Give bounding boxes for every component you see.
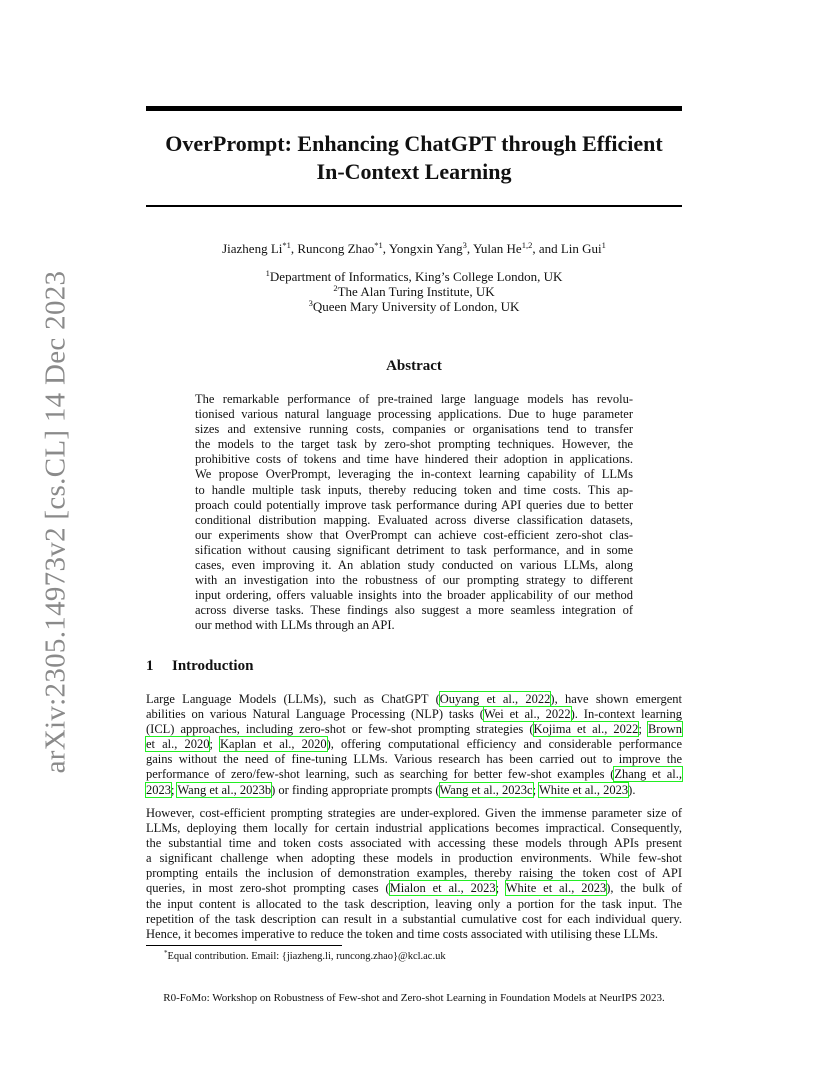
text-run: ), have shown emergent — [550, 692, 682, 706]
citation-link[interactable]: Brown — [647, 722, 682, 737]
text-run: (ICL) approaches, including zero-shot or few-shot prompting strategies ( — [146, 722, 534, 737]
affiliation-mark: 2 — [333, 283, 338, 293]
affiliation — [146, 284, 682, 299]
title-line-1: OverPrompt: Enhancing ChatGPT through Efficient — [165, 131, 663, 156]
author-name: Yongxin Yang — [388, 241, 463, 256]
citation-link[interactable]: Wang et al., 2023c — [439, 782, 533, 797]
text-line — [146, 752, 682, 767]
citation-link[interactable]: Mialon et al., 2023 — [389, 881, 496, 896]
abstract-line: tionised various natural language processing applications. Due to huge parameter — [195, 407, 633, 422]
citation-link[interactable]: Wang et al., 2023b — [177, 782, 272, 797]
text-line — [146, 692, 682, 707]
title-line-2: In-Context Learning — [316, 159, 512, 184]
author-separator: , — [466, 241, 473, 256]
text-line — [146, 821, 682, 836]
text-line — [146, 866, 682, 881]
text-run: ) or finding appropriate prompts ( — [271, 782, 440, 797]
text-run: ), the bulk of — [606, 881, 683, 896]
text-line — [146, 722, 682, 737]
affiliation — [146, 299, 682, 314]
author-affiliation-mark: 1,2 — [521, 240, 533, 250]
citation-link[interactable]: Wei et al., 2022 — [483, 707, 571, 722]
section-number: 1 — [146, 658, 154, 674]
citation-link[interactable]: White et al., 2023 — [505, 881, 607, 896]
text-line — [146, 783, 682, 798]
abstract-line: our experiments show that OverPrompt can achieve cost-efficient zero-shot clas- — [195, 527, 633, 542]
text-line — [146, 806, 682, 821]
author-affiliation-mark: 3 — [462, 240, 467, 250]
author-affiliation-mark: *1 — [282, 240, 291, 250]
text-run: abilities on various Natural Language Processing (NLP) tasks ( — [146, 707, 484, 722]
abstract-line: We propose OverPrompt, leveraging the in-context learning capability of LLMs — [195, 467, 633, 482]
author-name: Jiazheng Li — [222, 241, 283, 256]
text-run: ; — [638, 722, 648, 737]
abstract-line: the models to the target task by zero-shot prompting techniques. However, the — [195, 437, 633, 452]
abstract-line: input ordering, offers valuable insights into the broader applicability of our method — [195, 588, 633, 603]
abstract-line: cases, even improving it. An ablation study conducted on various LLMs, along — [195, 558, 633, 573]
citation-link[interactable]: White et al., 2023 — [538, 782, 629, 797]
footnote-mark: * — [164, 949, 168, 957]
arxiv-stamp: arXiv:2305.14973v2 [cs.CL] 14 Dec 2023 — [39, 270, 72, 774]
citation-link[interactable]: Kaplan et al., 2020 — [220, 737, 327, 752]
text-run: ), offering computational efficiency and considerable performance — [326, 737, 683, 752]
text-line — [146, 912, 682, 927]
abstract-line: to handle multiple task inputs, thereby reducing token and time costs. This ap- — [195, 482, 633, 497]
citation-link[interactable]: Ouyang et al., 2022 — [439, 692, 551, 706]
affiliation — [146, 269, 682, 284]
abstract-line: conditional distribution mapping. Evaluated across diverse classification datasets, — [195, 512, 633, 527]
author-separator: , — [382, 241, 389, 256]
intro-paragraph-1 — [146, 692, 682, 798]
text-line — [146, 881, 682, 896]
text-line — [146, 767, 682, 782]
text-line — [146, 836, 682, 851]
text-run: ). In-context learning — [570, 707, 682, 722]
text-run: prompting entails the inclusion of demonstration examples, thereby raising the token cost of API — [146, 866, 682, 881]
affiliation-text: Department of Informatics, King’s College London, UK — [269, 269, 563, 284]
text-run: the input content is allocated to the task description, leaving only a portion for the task input. The — [146, 896, 682, 911]
author-name: Runcong Zhao — [297, 241, 375, 256]
abstract-line: prohibitive costs of tokens and time have hindered their adoption in applications. — [195, 452, 633, 467]
abstract-line: sizes and extensive running costs, companies or organisations tend to transfer — [195, 422, 633, 437]
abstract-body — [195, 392, 633, 634]
author-affiliation-mark: *1 — [374, 240, 383, 250]
author-separator: , and — [532, 241, 561, 256]
text-run: LLMs, deploying them locally for certain industrial applications becomes impractical. Consequently, — [146, 821, 682, 836]
text-run: a significant challenge when adopting these models in production environments. While few-shot — [146, 851, 682, 866]
footnote — [164, 950, 446, 963]
abstract-line: sification without causing significant detriment to task performance, and in some — [195, 542, 633, 557]
section-title: Introduction — [172, 658, 254, 674]
author-name: Yulan He — [472, 241, 522, 256]
text-run: queries, in most zero-shot prompting cases ( — [146, 881, 390, 896]
intro-paragraph-2 — [146, 806, 682, 942]
section-heading — [146, 658, 682, 675]
citation-link[interactable]: Kojima et al., 2022 — [533, 722, 639, 737]
text-line — [146, 897, 682, 912]
text-run: gains without the need of fine-tuning LLMs. Various research has been carried out to improve the — [146, 752, 682, 767]
author-name: Lin Gui — [560, 241, 602, 256]
author-affiliation-mark: 1 — [601, 240, 606, 250]
text-run: However, cost-efficient prompting strategies are under-explored. Given the immense parameter size of — [146, 806, 682, 820]
text-line — [146, 851, 682, 866]
text-line — [146, 927, 682, 942]
text-line — [146, 707, 682, 722]
affiliation-text: The Alan Turing Institute, UK — [337, 284, 495, 299]
author-list — [146, 241, 682, 257]
title-rule-bottom — [146, 205, 682, 207]
text-run: ). — [628, 782, 636, 797]
footnote-rule — [146, 945, 342, 946]
affiliation-text: Queen Mary University of London, UK — [312, 299, 520, 314]
affiliation-mark: 1 — [265, 268, 270, 278]
text-run: performance of zero/few-shot learning, such as searching for better few-shot examples ( — [146, 767, 615, 782]
venue-footer: R0-FoMo: Workshop on Robustness of Few-shot and Zero-shot Learning in Foundation Models at NeurIPS 2023. — [163, 992, 665, 1004]
footnote-text: Equal contribution. Email: {jiazheng.li, runcong.zhao}@kcl.ac.uk — [167, 951, 446, 962]
abstract-line: proach could potentially improve task performance during API queries due to better — [195, 497, 633, 512]
abstract-line: The remarkable performance of pre-trained large language models has revolu- — [195, 392, 633, 406]
text-run: ; — [171, 782, 178, 797]
affiliation-list — [146, 269, 682, 314]
affiliation-mark: 3 — [308, 298, 313, 308]
citation-link[interactable]: et al., 2020 — [146, 737, 210, 752]
author-separator: , — [290, 241, 298, 256]
text-run: repetition of the task description can result in a substantial cumulative cost for each individual query. — [146, 911, 682, 926]
text-run: ; — [495, 881, 506, 896]
text-run: ; — [532, 782, 539, 797]
paper-title — [146, 130, 682, 186]
text-run: Hence, it becomes imperative to reduce the token and time costs associated with utilising these LLMs. — [146, 926, 659, 941]
title-rule-top — [146, 106, 682, 111]
abstract-heading: Abstract — [386, 358, 442, 374]
abstract-line: our method with LLMs through an API. — [195, 618, 395, 633]
citation-link[interactable]: Zhang et al., — [614, 767, 682, 782]
text-run: the substantial time and token costs associated with accessing these models through APIs present — [146, 836, 682, 851]
abstract-line: with an investigation into the robustness of our prompting strategy to different — [195, 573, 633, 588]
abstract-line: across diverse tasks. These findings also suggest a more seamless integration of — [195, 603, 633, 618]
text-line — [146, 737, 682, 752]
text-run: Large Language Models (LLMs), such as ChatGPT ( — [146, 692, 440, 706]
citation-link[interactable]: 2023 — [146, 782, 171, 797]
text-run: ; — [209, 737, 221, 752]
